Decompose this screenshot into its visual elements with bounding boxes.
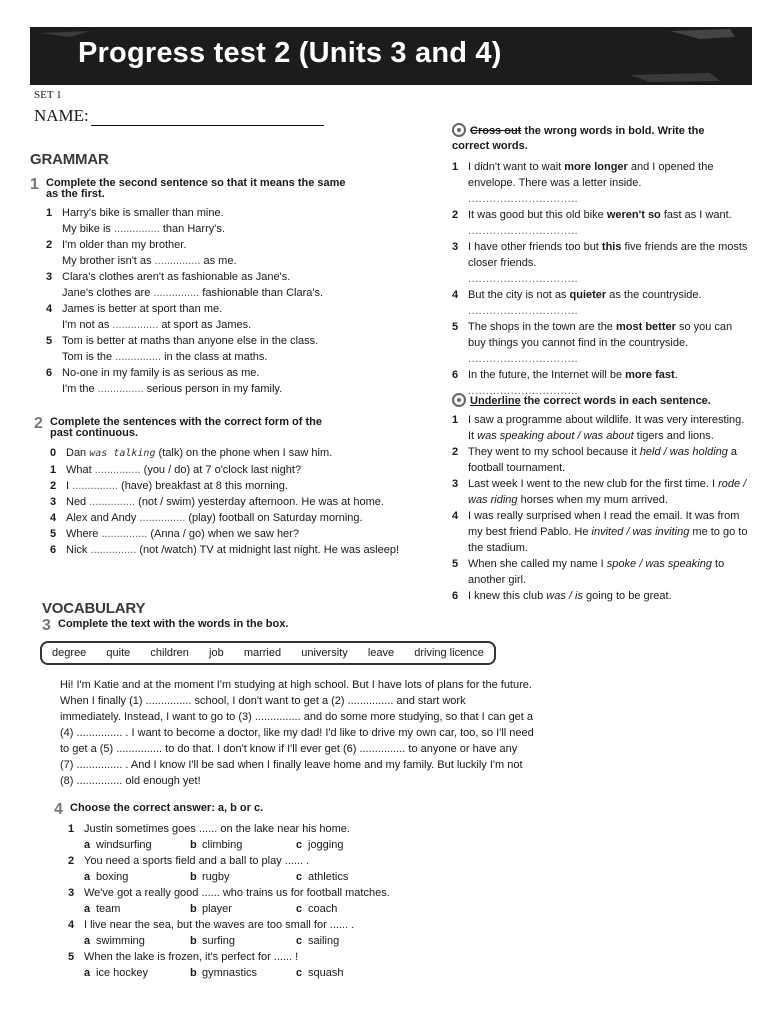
item-number: 3: [452, 478, 459, 490]
target-icon: [452, 123, 466, 137]
answer-gap[interactable]: ...............: [115, 351, 162, 363]
sentence-end: a football tournament.: [468, 446, 738, 474]
question-row: [46, 205, 386, 221]
answer-line[interactable]: ...............................: [468, 305, 579, 317]
sentence-end: so you can buy things you cannot find in the countryside.: [468, 321, 733, 349]
option-letter: c: [296, 967, 303, 979]
exercise-b-items: [452, 412, 752, 604]
grammar-title: GRAMMAR: [30, 151, 109, 168]
option-a[interactable]: boxing: [96, 871, 129, 883]
bold-words[interactable]: weren't so: [606, 209, 661, 221]
sentence-start: What: [66, 464, 92, 476]
exercise-instruction: Complete the text with the words in the box.: [58, 618, 289, 630]
answer-gap[interactable]: ...............: [94, 464, 141, 476]
name-line[interactable]: [91, 108, 324, 126]
sentence-start: I didn't want to wait: [468, 161, 565, 173]
sentence-start: My bike is: [62, 223, 111, 235]
item-number: 6: [50, 544, 57, 556]
option-b[interactable]: rugby: [202, 871, 230, 883]
box-word: married: [243, 647, 282, 659]
vocabulary-title: VOCABULARY: [42, 600, 146, 617]
sentence: [468, 412, 752, 444]
instruction-rest: the correct words in each sentence.: [520, 395, 711, 407]
sentence-start: I have other friends too but: [468, 241, 602, 253]
sentence-start: I was really surprised when I read the email. It was from my best friend Pablo. He: [468, 510, 740, 538]
sentence-start: I'm not as: [62, 319, 110, 331]
exercise-number: 4: [54, 801, 63, 818]
sentence-start: I knew this club: [468, 590, 547, 602]
sentence-end: at sport as James.: [161, 319, 252, 331]
first-sentence: Harry's bike is smaller than mine.: [62, 207, 224, 219]
question-row: [452, 367, 752, 383]
page-title: Progress test 2 (Units 3 and 4): [78, 37, 502, 69]
sentence: [468, 287, 702, 303]
option-c[interactable]: coach: [308, 903, 338, 915]
text-line: When I finally (1) ............... school, I don't want to get a (2) ............... and start work: [60, 695, 466, 707]
item-number: 0: [50, 447, 57, 459]
sentence-end: (not / swim) yesterday afternoon. He was at home.: [138, 496, 384, 508]
text-line: (4) ............... . I want to become a doctor, like my dad! I'd like to drive my own car, too, so I'll need: [60, 727, 534, 739]
question-row: [46, 333, 386, 349]
sentence-end: going to be great.: [582, 590, 672, 602]
box-word: leave: [367, 647, 395, 659]
exercise-a-items: [452, 159, 752, 399]
sentence-end: (not /watch) TV at midnight last night. He was asleep!: [139, 544, 400, 556]
sentence-end: .: [674, 369, 678, 381]
sentence-end: (have) breakfast at 8 this morning.: [121, 480, 288, 492]
question-text: You need a sports field and a ball to play ...... .: [84, 855, 310, 867]
options-row: [68, 965, 448, 981]
option-b[interactable]: gymnastics: [202, 967, 258, 979]
sentence: [468, 444, 752, 476]
sentence-start: I: [66, 480, 70, 492]
answer-row: [46, 317, 386, 333]
sentence: [66, 510, 363, 526]
box-word: degree: [52, 647, 87, 659]
option-letter: b: [190, 967, 197, 979]
answer-gap[interactable]: ...............: [72, 480, 118, 492]
sentence: [468, 367, 678, 383]
exercise-number: 1: [30, 176, 39, 193]
option-words[interactable]: held / was holding: [639, 446, 728, 458]
question-row: [50, 542, 440, 558]
sentence: [468, 476, 752, 508]
instruction-strike: Cross out: [470, 125, 522, 137]
question-row: [68, 853, 448, 869]
bold-words[interactable]: this: [601, 241, 622, 253]
item-number: 2: [50, 480, 57, 492]
instruction-underline: Underline: [470, 395, 521, 407]
sentence-start: I saw a programme about wildlife. It was very interesting. It: [468, 414, 745, 442]
item-number: 4: [452, 510, 459, 522]
answer-gap[interactable]: ...............: [90, 544, 137, 556]
sentence: [468, 319, 752, 351]
question-row: [50, 510, 440, 526]
sentence-start: It was good but this old bike: [468, 209, 607, 221]
sentence-end: as the countryside.: [606, 289, 702, 301]
answer-line[interactable]: ...............................: [468, 193, 579, 205]
option-c[interactable]: squash: [308, 967, 344, 979]
set-label: SET 1: [34, 89, 62, 101]
option-letter: c: [296, 839, 303, 851]
question-row: [452, 287, 752, 303]
answer-row: [46, 349, 386, 365]
answer-gap[interactable]: ...............: [154, 255, 201, 267]
exercise-b-heading: [452, 393, 752, 409]
item-number: 5: [68, 951, 75, 963]
item-number: 3: [50, 496, 57, 508]
item-number: 2: [68, 855, 75, 867]
item-number: 6: [46, 367, 53, 379]
item-number: 4: [68, 919, 75, 931]
option-letter: a: [84, 935, 91, 947]
question-row: [452, 508, 752, 556]
answer-line[interactable]: ...............................: [468, 385, 579, 397]
exercise-2-heading: [34, 417, 354, 439]
exercise-instruction: Complete the sentences with the correct form of the past continuous.: [50, 416, 322, 439]
question-row: [46, 301, 386, 317]
item-number: 4: [50, 512, 57, 524]
exercise-a-heading: [452, 123, 742, 154]
word-box: [40, 641, 496, 665]
question-row: [68, 885, 448, 901]
option-letter: b: [190, 903, 197, 915]
sentence-end: and I opened the envelope. There was a letter inside.: [468, 161, 714, 189]
sentence-end: (talk) on the phone when I saw him.: [158, 447, 333, 459]
question-text: We've got a really good ...... who trains us for football matches.: [84, 887, 390, 899]
item-number: 5: [452, 321, 459, 333]
sentence-end: horses when my mum arrived.: [517, 494, 668, 506]
bold-words[interactable]: more longer: [564, 161, 628, 173]
exercise-4-heading: [54, 803, 384, 817]
item-number: 5: [46, 335, 53, 347]
question-row: [452, 319, 752, 351]
option-letter: c: [296, 871, 303, 883]
exercise-4-items: [68, 821, 448, 981]
text-line: (8) ............... old enough yet!: [60, 775, 201, 787]
question-row: [452, 207, 752, 223]
item-number: 1: [452, 414, 459, 426]
option-words[interactable]: spoke / was speaking: [606, 558, 712, 570]
question-row: [68, 917, 448, 933]
item-number: 2: [452, 446, 459, 458]
sentence: [468, 207, 732, 223]
exercise-3-heading: [42, 619, 372, 633]
question-row: [50, 478, 440, 494]
question-row: [50, 494, 440, 510]
text-line: immediately. Instead, I want to go to (3) ............... and do some more studying, so that I can get a: [60, 711, 534, 723]
box-word: university: [301, 647, 348, 659]
question-row: [50, 526, 440, 542]
option-c[interactable]: athletics: [308, 871, 349, 883]
sentence-end: to another girl.: [468, 558, 725, 586]
sentence-start: The shops in the town are the: [468, 321, 616, 333]
sentence-end: (play) football on Saturday morning.: [188, 512, 363, 524]
item-number: 1: [50, 464, 57, 476]
sentence-end: me to go to the stadium.: [468, 526, 748, 554]
bold-words[interactable]: more fast: [625, 369, 675, 381]
item-number: 2: [452, 209, 459, 221]
exercise-1-items: [46, 205, 386, 397]
answer-line[interactable]: ...............................: [468, 273, 579, 285]
answer-row: [46, 221, 386, 237]
item-number: 4: [46, 303, 53, 315]
answer-row: [46, 285, 386, 301]
item-number: 3: [452, 241, 459, 253]
answer-gap[interactable]: ...............: [97, 383, 144, 395]
answer-gap[interactable]: ...............: [89, 496, 136, 508]
answer-row: [46, 381, 386, 397]
sentence: [468, 239, 752, 271]
sentence-end: (Anna / go) when we saw her?: [150, 528, 299, 540]
question-row: [68, 949, 448, 965]
option-letter: a: [84, 967, 91, 979]
sentence-start: Last week I went to the new club for the first time. I: [468, 478, 719, 490]
exercise-number: 2: [34, 415, 43, 432]
sentence-start: Alex and Andy: [66, 512, 137, 524]
answer-line[interactable]: ...............................: [468, 225, 579, 237]
item-number: 5: [50, 528, 57, 540]
exercise-1-heading: [30, 178, 360, 200]
item-number: 1: [452, 161, 459, 173]
item-number: 4: [452, 289, 459, 301]
first-sentence: I'm older than my brother.: [62, 239, 187, 251]
exercise-2-items: [50, 445, 440, 558]
item-number: 3: [46, 271, 53, 283]
option-letter: c: [296, 903, 303, 915]
option-b[interactable]: player: [202, 903, 232, 915]
option-a[interactable]: swimming: [96, 935, 145, 947]
name-label: NAME:: [34, 106, 89, 125]
option-a[interactable]: windsurfing: [96, 839, 152, 851]
box-word: driving licence: [414, 647, 484, 659]
question-text: I live near the sea, but the waves are too small for ...... .: [84, 919, 355, 931]
sentence-end: five friends are the mosts closer friends.: [468, 241, 748, 269]
option-letter: b: [190, 839, 197, 851]
sentence-start: When she called my name I: [468, 558, 607, 570]
instruction-rest: the wrong words in bold. Write the correct words.: [452, 125, 705, 152]
handwritten-answer[interactable]: was talking: [89, 448, 156, 459]
sentence: [468, 588, 672, 604]
sentence-start: But the city is not as: [468, 289, 570, 301]
question-row: [50, 462, 440, 478]
option-letter: a: [84, 903, 91, 915]
answer-gap[interactable]: ...............: [112, 319, 159, 331]
item-number: 6: [452, 369, 459, 381]
text-line: to get a (5) ............... to do that. I don't know if I'll ever get (6) ............... to anyone or have any: [60, 743, 518, 755]
options-row: [68, 933, 448, 949]
exercise-instruction: Complete the second sentence so that it means the same as the first.: [46, 177, 346, 200]
answer-line[interactable]: ...............................: [468, 353, 579, 365]
sentence-end: tigers and lions.: [633, 430, 714, 442]
sentence: [66, 462, 301, 478]
answer-row: [46, 253, 386, 269]
item-number: 3: [68, 887, 75, 899]
answer-gap[interactable]: ...............: [139, 512, 186, 524]
sentence: [66, 494, 384, 510]
option-a[interactable]: team: [96, 903, 121, 915]
sentence-start: Tom is the: [62, 351, 113, 363]
sentence: [66, 445, 332, 462]
sentence-end: than Harry's.: [162, 223, 225, 235]
question-row: [50, 445, 440, 462]
item-number: 5: [452, 558, 459, 570]
sentence: [66, 526, 299, 542]
option-letter: c: [296, 935, 303, 947]
item-number: 2: [46, 239, 53, 251]
question-row: [452, 412, 752, 444]
exercise-number: 3: [42, 617, 51, 634]
sentence-start: Nick: [66, 544, 88, 556]
box-word: quite: [106, 647, 131, 659]
sentence: [468, 508, 752, 556]
sentence-start: Jane's clothes are: [62, 287, 151, 299]
sentence: [468, 556, 752, 588]
options-row: [68, 901, 448, 917]
answer-gap[interactable]: ...............: [101, 528, 148, 540]
item-number: 6: [452, 590, 459, 602]
option-b[interactable]: climbing: [202, 839, 243, 851]
first-sentence: No-one in my family is as serious as me.: [62, 367, 260, 379]
option-c[interactable]: sailing: [308, 935, 340, 947]
answer-gap[interactable]: ...............: [153, 287, 200, 299]
option-words[interactable]: was speaking about / was about: [477, 430, 634, 442]
bold-words[interactable]: quieter: [569, 289, 607, 301]
sentence-start: Ned: [66, 496, 87, 508]
sentence-start: They went to my school because it: [468, 446, 640, 458]
question-row: [452, 476, 752, 508]
text-line: Hi! I'm Katie and at the moment I'm studying at high school. But I have lots of plans for the future.: [60, 679, 532, 691]
question-row: [452, 588, 752, 604]
question-row: [452, 556, 752, 588]
bold-words[interactable]: most better: [615, 321, 676, 333]
option-letter: a: [84, 839, 91, 851]
option-letter: b: [190, 871, 197, 883]
question-row: [46, 269, 386, 285]
question-row: [46, 365, 386, 381]
item-number: 1: [46, 207, 53, 219]
sentence-start: I'm the: [62, 383, 95, 395]
sentence: [66, 478, 288, 494]
sentence: [468, 159, 752, 191]
sentence: [66, 542, 399, 558]
question-row: [452, 444, 752, 476]
sentence-end: fast as I want.: [660, 209, 732, 221]
header-banner: [30, 27, 752, 85]
question-row: [452, 159, 752, 191]
item-number: 1: [68, 823, 75, 835]
box-word: job: [209, 647, 224, 659]
option-letter: b: [190, 935, 197, 947]
sentence-start: Where: [66, 528, 99, 540]
sentence-start: Dan: [66, 447, 87, 459]
option-words[interactable]: was / is: [546, 590, 583, 602]
option-words[interactable]: rode / was riding: [468, 478, 747, 506]
option-b[interactable]: surfing: [202, 935, 236, 947]
target-icon: [452, 393, 466, 407]
exercise-3-text: [60, 677, 580, 789]
text-line: (7) ............... . And I know I'll be sad when I finally leave home and my family. But luckily I'm not: [60, 759, 523, 771]
option-a[interactable]: ice hockey: [96, 967, 148, 979]
sentence-end: as me.: [203, 255, 237, 267]
sentence-start: My brother isn't as: [62, 255, 152, 267]
sentence-start: In the future, the Internet will be: [468, 369, 626, 381]
first-sentence: Clara's clothes aren't as fashionable as Jane's.: [62, 271, 291, 283]
first-sentence: Tom is better at maths than anyone else in the class.: [62, 335, 319, 347]
name-field[interactable]: [34, 106, 324, 126]
question-row: [46, 237, 386, 253]
question-row: [452, 239, 752, 271]
question-row: [68, 821, 448, 837]
options-row: [68, 869, 448, 885]
sentence-end: in the class at maths.: [164, 351, 268, 363]
option-c[interactable]: jogging: [308, 839, 344, 851]
answer-gap[interactable]: ...............: [113, 223, 160, 235]
sentence-end: fashionable than Clara's.: [202, 287, 324, 299]
option-letter: a: [84, 871, 91, 883]
exercise-instruction: Choose the correct answer: a, b or c.: [70, 802, 264, 814]
sentence-end: serious person in my family.: [146, 383, 283, 395]
sentence-end: (you / do) at 7 o'clock last night?: [143, 464, 302, 476]
question-text: When the lake is frozen, it's perfect for ...... !: [84, 951, 299, 963]
box-word: children: [150, 647, 189, 659]
first-sentence: James is better at sport than me.: [62, 303, 223, 315]
option-words[interactable]: invited / was inviting: [591, 526, 690, 538]
question-text: Justin sometimes goes ...... on the lake near his home.: [84, 823, 350, 835]
options-row: [68, 837, 448, 853]
